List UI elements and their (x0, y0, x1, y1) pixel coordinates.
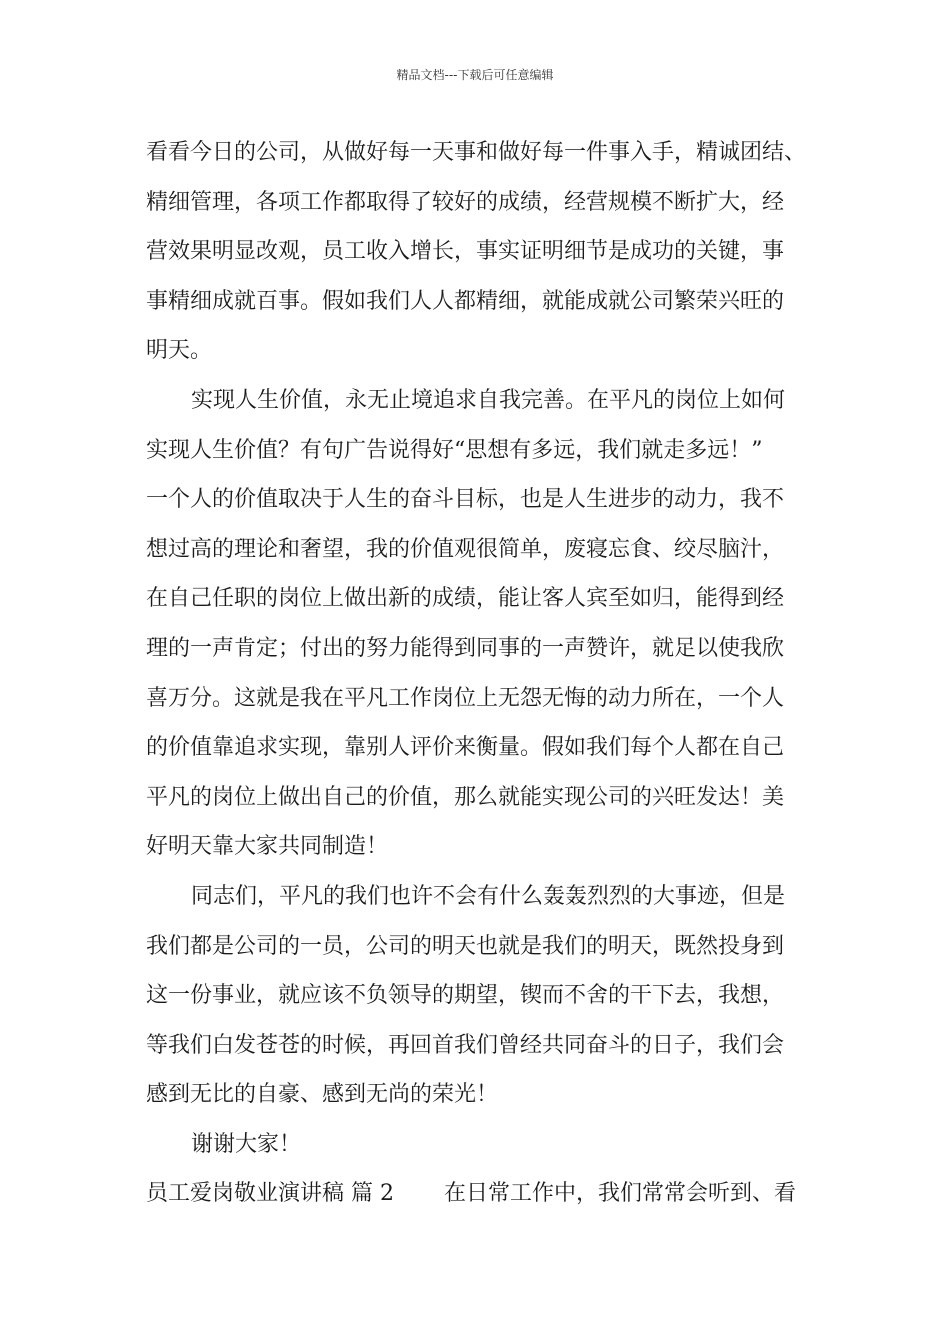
text-line: 事精细成就百事。假如我们人人都精细，就能成就公司繁荣兴旺的 (146, 288, 785, 314)
text-line: 喜万分。这就是我在平凡工作岗位上无怨无悔的动力所在，一个人 (146, 685, 785, 711)
text-line: 一个人的价值取决于人生的奋斗目标，也是人生进步的动力，我不 (146, 487, 785, 513)
paragraph-1 (146, 128, 836, 376)
text-line: 平凡的岗位上做出自己的价值，那么就能实现公司的兴旺发达！美 (146, 784, 785, 810)
text-line: 好明天靠大家共同制造！ (146, 834, 389, 860)
text-line: 这一份事业，就应该不负领导的期望，锲而不舍的干下去，我想， (146, 983, 785, 1009)
text-line: 实现人生价值？有句广告说得好“思想有多远，我们就走多远！” (146, 437, 763, 463)
document-body (146, 128, 836, 1219)
text-line: 感到无比的自豪、感到无尚的荣光！ (146, 1082, 499, 1108)
paragraph-2 (146, 376, 836, 872)
text-line: 等我们白发苍苍的时候，再回首我们曾经共同奋斗的日子，我们会 (146, 1032, 785, 1058)
text-line: 想过高的理论和奢望，我的价值观很简单，废寝忘食、绞尽脑汁， (146, 536, 785, 562)
text-line: 营效果明显改观，员工收入增长，事实证明细节是成功的关键，事 (146, 239, 785, 265)
text-line: 精细管理，各项工作都取得了较好的成绩，经营规模不断扩大，经 (146, 189, 785, 215)
text-line: 同志们，平凡的我们也许不会有什么轰轰烈烈的大事迹，但是 (191, 883, 786, 909)
text-line: 谢谢大家！ (191, 1131, 302, 1157)
text-line: 我们都是公司的一员，公司的明天也就是我们的明天，既然投身到 (146, 933, 785, 959)
text-line: 实现人生价值，永无止境追求自我完善。在平凡的岗位上如何 (191, 387, 786, 413)
text-line: 的价值靠追求实现，靠别人评价来衡量。假如我们每个人都在自己 (146, 735, 785, 761)
section-intro-text: 在日常工作中，我们常常会听到、看 (444, 1181, 797, 1207)
text-line: 理的一声肯定；付出的努力能得到同事的一声赞许，就足以使我欣 (146, 635, 785, 661)
text-line: 明天。 (146, 338, 213, 364)
section-title-line (146, 1169, 836, 1219)
paragraph-3 (146, 872, 836, 1120)
section-title: 员工爱岗敬业演讲稿 篇 2 (146, 1181, 394, 1207)
text-line: 看看今日的公司，从做好每一天事和做好每一件事入手，精诚团结、 (146, 140, 807, 165)
page-header: 精品文档---下载后可任意编辑 (396, 68, 554, 82)
text-line: 在自己任职的岗位上做出新的成绩，能让客人宾至如归，能得到经 (146, 586, 785, 612)
paragraph-4 (146, 1120, 836, 1170)
